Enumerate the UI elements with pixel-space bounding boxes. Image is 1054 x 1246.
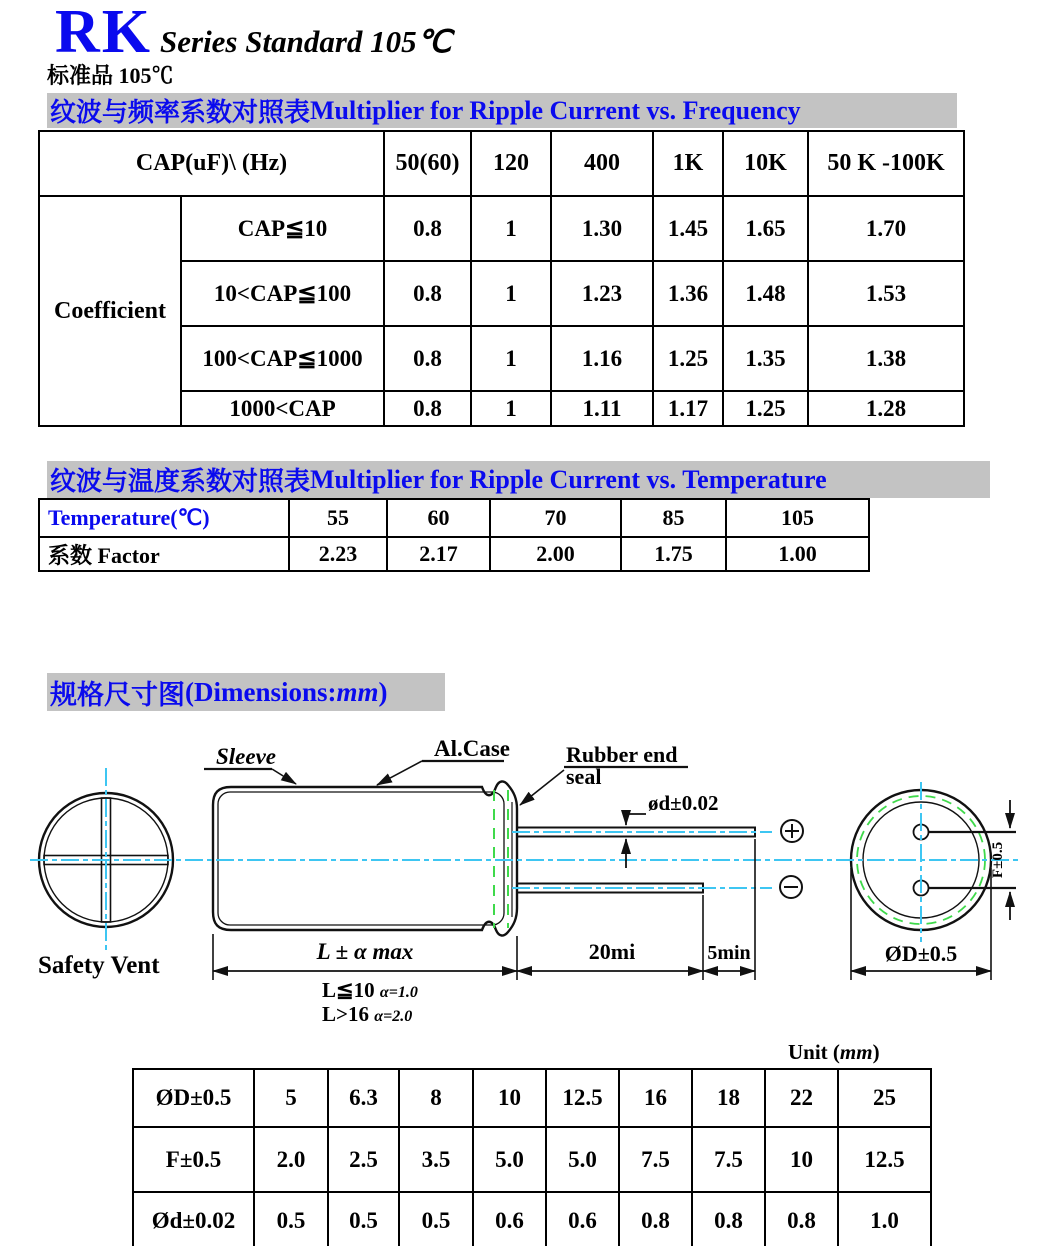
cell: 5.0 xyxy=(473,1127,546,1192)
cell: 1.53 xyxy=(808,261,964,326)
cell: 1.17 xyxy=(653,391,723,426)
note2-main: L>16 xyxy=(322,1002,375,1026)
row-label: CAP≦10 xyxy=(181,196,384,261)
cell: 0.5 xyxy=(328,1192,399,1246)
body-length-label: L ± α max xyxy=(316,939,414,964)
lead-length-label: 20mi xyxy=(588,939,636,964)
col-header: 400 xyxy=(551,131,653,196)
cell: 7.5 xyxy=(619,1127,692,1192)
banner-freq-en: Multiplier for Ripple Current vs. Frequency xyxy=(310,95,801,125)
capacitor-body-drawing xyxy=(213,781,517,935)
table-row xyxy=(133,1192,931,1246)
col-header: 50 K -100K xyxy=(808,131,964,196)
banner-temp-zh: 纹波与温度系数对照表 xyxy=(50,467,311,496)
table-row xyxy=(39,196,964,261)
cell: 0.8 xyxy=(384,196,471,261)
cell: 105 xyxy=(726,499,869,537)
cell: 2.0 xyxy=(254,1127,328,1192)
col-header: 120 xyxy=(471,131,551,196)
banner-dims-mm: mm xyxy=(336,676,379,707)
page-title xyxy=(55,0,451,65)
cell: 12.5 xyxy=(546,1069,619,1127)
cell: 1.75 xyxy=(621,537,726,571)
table-row xyxy=(133,1069,931,1127)
cell: 1.25 xyxy=(723,391,808,426)
cell: 1.25 xyxy=(653,326,723,391)
body-length-dimension xyxy=(213,934,517,1026)
unit-prefix: Unit ( xyxy=(788,1040,840,1064)
row-label: Ød±0.02 xyxy=(133,1192,254,1246)
cell: 2.00 xyxy=(490,537,621,571)
length-tolerance-note-1 xyxy=(322,978,418,1002)
row-label: Temperature(℃) xyxy=(39,499,289,537)
cell: 10 xyxy=(473,1069,546,1127)
cell: 16 xyxy=(619,1069,692,1127)
size-dimensions-table xyxy=(132,1068,932,1246)
cell: 0.6 xyxy=(546,1192,619,1246)
cell: 0.6 xyxy=(473,1192,546,1246)
col-header: 50(60) xyxy=(384,131,471,196)
cell: 0.5 xyxy=(399,1192,473,1246)
body-diameter-label: ØD±0.5 xyxy=(884,941,958,966)
cell: 2.17 xyxy=(387,537,490,571)
cell: 1 xyxy=(471,261,551,326)
cell: 1.45 xyxy=(653,196,723,261)
table-row xyxy=(133,1127,931,1192)
cell: 6.3 xyxy=(328,1069,399,1127)
cell: 0.8 xyxy=(692,1192,765,1246)
capacitor-dimensions-drawing xyxy=(0,718,1054,1038)
cell: 1.0 xyxy=(838,1192,931,1246)
lead-spacing-label: F±0.5 xyxy=(990,841,1006,879)
cell: 10 xyxy=(765,1127,838,1192)
cell: 0.8 xyxy=(384,261,471,326)
col-header: 10K xyxy=(723,131,808,196)
cell: 22 xyxy=(765,1069,838,1127)
series-title: Series Standard 105℃ xyxy=(160,24,452,59)
row-label: 100<CAP≦1000 xyxy=(181,326,384,391)
frequency-section-banner xyxy=(47,93,957,128)
table-row xyxy=(39,499,869,537)
cell: 1.23 xyxy=(551,261,653,326)
polarity-plus-icon xyxy=(781,820,803,842)
row-label: 系数 Factor xyxy=(39,537,289,571)
cell: 1.48 xyxy=(723,261,808,326)
cell: 1.35 xyxy=(723,326,808,391)
cell: 1.00 xyxy=(726,537,869,571)
table-row xyxy=(39,537,869,571)
unit-close: ) xyxy=(872,1040,880,1064)
col-header: 1K xyxy=(653,131,723,196)
cell: 0.8 xyxy=(619,1192,692,1246)
banner-dims-open: (Dimensions: xyxy=(185,676,337,707)
cell: 0.8 xyxy=(765,1192,838,1246)
series-subtitle-zh: 标准品 105℃ xyxy=(47,63,174,88)
cell: 0.5 xyxy=(254,1192,328,1246)
lead-min-label: 5min xyxy=(707,942,751,964)
safety-vent-label: Safety Vent xyxy=(38,952,160,979)
row-label: F±0.5 xyxy=(133,1127,254,1192)
series-logo: RK xyxy=(55,0,152,66)
cell: 5.0 xyxy=(546,1127,619,1192)
cell: 1 xyxy=(471,391,551,426)
rubber-end-seal-label-line1: Rubber end xyxy=(566,742,678,767)
cell: 0.8 xyxy=(384,326,471,391)
cell: 1.28 xyxy=(808,391,964,426)
cell: 0.8 xyxy=(384,391,471,426)
banner-temp-en: Multiplier for Ripple Current vs. Temperature xyxy=(310,464,827,494)
banner-dims-close: ) xyxy=(378,676,388,707)
cell: 18 xyxy=(692,1069,765,1127)
cell: 1.36 xyxy=(653,261,723,326)
cell: 25 xyxy=(838,1069,931,1127)
cell: 3.5 xyxy=(399,1127,473,1192)
cell: 1.38 xyxy=(808,326,964,391)
lead-diameter-label: ød±0.02 xyxy=(648,791,719,815)
cell: 1 xyxy=(471,326,551,391)
note2-alpha: α=2.0 xyxy=(374,1008,413,1025)
row-label: 10<CAP≦100 xyxy=(181,261,384,326)
table-header-row xyxy=(39,131,964,196)
cell: 5 xyxy=(254,1069,328,1127)
banner-freq-zh: 纹波与频率系数对照表 xyxy=(50,98,311,127)
cell: 1.16 xyxy=(551,326,653,391)
corner-label: CAP(uF)\ (Hz) xyxy=(39,131,384,196)
cell: 1.11 xyxy=(551,391,653,426)
unit-note xyxy=(788,1040,880,1065)
row-group-label: Coefficient xyxy=(39,196,181,426)
note1-alpha: α=1.0 xyxy=(379,984,418,1001)
note1-main: L≦10 xyxy=(322,978,380,1002)
polarity-minus-icon xyxy=(780,876,802,898)
temperature-multiplier-table xyxy=(38,498,870,572)
cell: 55 xyxy=(289,499,387,537)
dimensions-section-banner xyxy=(47,673,445,711)
banner-dims-zh: 规格尺寸图 xyxy=(50,679,185,710)
cell: 60 xyxy=(387,499,490,537)
al-case-label: Al.Case xyxy=(434,736,511,761)
cell: 2.23 xyxy=(289,537,387,571)
cell: 70 xyxy=(490,499,621,537)
temperature-section-banner xyxy=(47,461,990,498)
row-label: ØD±0.5 xyxy=(133,1069,254,1127)
sleeve-label: Sleeve xyxy=(216,744,277,769)
cell: 1.65 xyxy=(723,196,808,261)
cell: 2.5 xyxy=(328,1127,399,1192)
unit-mm: mm xyxy=(839,1040,873,1064)
length-tolerance-note-2 xyxy=(322,1002,412,1026)
rubber-end-seal-label-line2: seal xyxy=(566,764,602,789)
cell: 8 xyxy=(399,1069,473,1127)
cell: 85 xyxy=(621,499,726,537)
cell: 1.30 xyxy=(551,196,653,261)
row-label: 1000<CAP xyxy=(181,391,384,426)
cell: 12.5 xyxy=(838,1127,931,1192)
lead-diameter-dimension xyxy=(626,791,718,868)
cell: 1 xyxy=(471,196,551,261)
cell: 1.70 xyxy=(808,196,964,261)
frequency-multiplier-table xyxy=(38,130,965,427)
cell: 7.5 xyxy=(692,1127,765,1192)
centerlines xyxy=(30,768,1018,952)
